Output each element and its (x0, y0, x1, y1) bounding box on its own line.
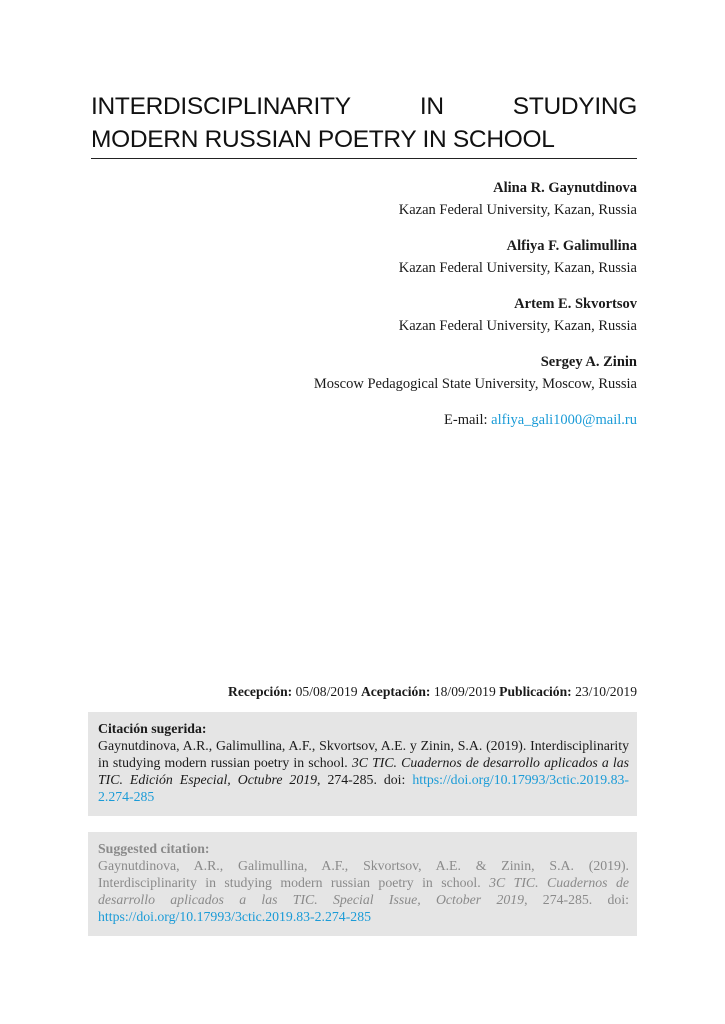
author-name: Artem E. Skvortsov (514, 296, 637, 312)
doi-link[interactable]: https://doi.org/10.17993/3ctic.2019.83-2.274-285 (98, 772, 629, 804)
article-title (91, 90, 637, 159)
title-word: INTERDISCIPLINARITY (91, 93, 351, 120)
title-line-2: MODERN RUSSIAN POETRY IN SCHOOL (91, 126, 555, 153)
title-word: IN (419, 93, 444, 120)
citation-pages: , 274-285. doi: (317, 772, 413, 787)
publication-date: 23/10/2019 (571, 684, 637, 699)
reception-date: 05/08/2019 (292, 684, 361, 699)
author-name: Alina R. Gaynutdinova (493, 180, 637, 196)
author-affiliation: Kazan Federal University, Kazan, Russia (398, 202, 637, 218)
author-name: Alfiya F. Galimullina (506, 238, 637, 254)
email-label: E-mail: (444, 412, 492, 428)
citation-journal: 3C TIC. Cuadernos de desarrollo aplicados a las TIC. Edición Especial, Octubre 2019 (98, 755, 629, 787)
citation-text (98, 857, 629, 925)
citation-text (98, 737, 629, 805)
citation-pages: , 274-285. doi: (524, 892, 629, 907)
reception-label: Recepción: (228, 684, 293, 699)
author-affiliation: Moscow Pedagogical State University, Moscow, Russia (313, 376, 637, 392)
author-entry (137, 351, 637, 395)
title-line-1 (91, 90, 637, 123)
author-affiliation: Kazan Federal University, Kazan, Russia (398, 318, 637, 334)
citation-heading: Citación sugerida: (98, 721, 207, 736)
author-entry (137, 235, 637, 279)
citation-plain: Gaynutdinova, A.R., Galimullina, A.F., Skvortsov, A.E. & Zinin, S.A. (2019). Interdisciplinarity in studying modern russian poetry in school. (98, 858, 629, 890)
author-list (137, 177, 637, 431)
acceptance-label: Aceptación: (360, 684, 431, 699)
author-entry (137, 177, 637, 221)
citation-box-english (88, 832, 637, 936)
author-name: Sergey A. Zinin (540, 354, 637, 370)
citation-heading: Suggested citation: (98, 841, 210, 856)
author-affiliation: Kazan Federal University, Kazan, Russia (398, 260, 637, 276)
citation-journal: 3C TIC. Cuadernos de desarrollo aplicados a las TIC. Special Issue, October 2019 (98, 875, 629, 907)
email-line (137, 409, 637, 431)
acceptance-date: 18/09/2019 (430, 684, 500, 699)
publication-dates (228, 683, 637, 701)
citation-plain: Gaynutdinova, A.R., Galimullina, A.F., Skvortsov, A.E. y Zinin, S.A. (2019). Interdisciplinarity in studying modern russian poetry in school. (98, 738, 629, 770)
author-entry (137, 293, 637, 337)
doi-link[interactable]: https://doi.org/10.17993/3ctic.2019.83-2.274-285 (98, 909, 371, 924)
citation-box-spanish (88, 712, 637, 816)
title-word: STUDYING (512, 93, 637, 120)
email-link[interactable]: alfiya_gali1000@mail.ru (491, 412, 637, 428)
publication-label: Publicación: (499, 684, 572, 699)
